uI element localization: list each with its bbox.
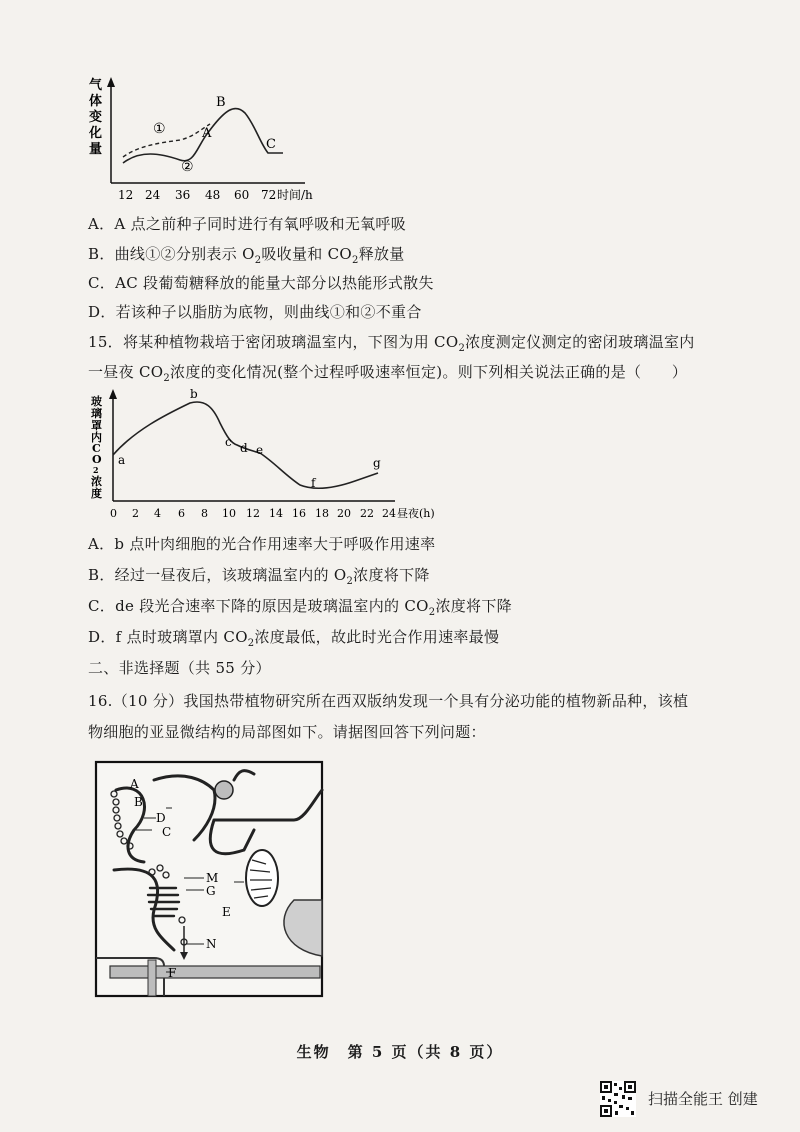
label-F: F: [168, 966, 177, 980]
point-g-label: g: [373, 456, 381, 470]
q15-option-b: B．经过一昼夜后，该玻璃温室内的 $O_2$浓度将下降: [88, 566, 430, 587]
y-label-char: 玻: [91, 395, 102, 408]
x-tick: 14: [269, 507, 283, 520]
x-tick: 22: [360, 507, 374, 520]
point-c-label: c: [225, 435, 232, 449]
label-E: E: [222, 905, 231, 919]
scanner-watermark: 扫描全能王 创建: [648, 1090, 758, 1108]
x-tick: 10: [222, 507, 236, 520]
point-B-label: B: [216, 95, 226, 110]
x-tick: 6: [178, 507, 185, 520]
label-G: G: [206, 884, 216, 898]
x-tick: 60: [234, 188, 250, 202]
y-label-char: 变: [89, 110, 103, 125]
label-N: N: [206, 937, 217, 951]
x-tick: 20: [337, 507, 351, 520]
q14-option-b: B．曲线①②分别表示 $O_2$吸收量和 $CO_2$释放量: [88, 245, 405, 266]
y-label-char: 2: [93, 465, 99, 475]
x-tick: 12: [246, 507, 260, 520]
y-axis-arrow: [109, 389, 117, 399]
y-label-char: 体: [89, 94, 103, 109]
x-axis-label: 昼夜(h): [397, 507, 435, 520]
vesicle: [215, 781, 233, 799]
x-tick: 4: [154, 507, 161, 520]
curve-1-label: ①: [153, 121, 166, 137]
q16-stem-line1: 16.（10 分）我国热带植物研究所在西双版纳发现一个具有分泌功能的植物新品种，该植: [88, 692, 689, 710]
y-label-char: 气: [89, 78, 103, 93]
q14-option-a: A．A 点之前种子同时进行有氧呼吸和无氧呼吸: [88, 215, 407, 233]
label-C: C: [162, 825, 172, 839]
x-tick: 72: [261, 188, 277, 202]
point-f-label: f: [311, 476, 316, 490]
cell-wall-F: [110, 966, 320, 978]
x-tick: 12: [118, 188, 134, 202]
x-tick: 2: [132, 507, 139, 520]
page-footer: 生物 第 5 页（共 8 页）: [296, 1043, 504, 1061]
x-tick: 48: [205, 188, 221, 202]
y-label-char: 内: [91, 431, 102, 444]
point-d-label: d: [240, 441, 248, 455]
point-b-label: b: [190, 387, 198, 401]
q15-stem-line2: 一昼夜 $CO_2$浓度的变化情况(整个过程呼吸速率恒定)。则下列相关说法正确的是（ ）: [88, 363, 688, 384]
point-C-label: C: [266, 137, 276, 152]
x-tick: 8: [201, 507, 208, 520]
label-B: B: [134, 795, 143, 809]
curve-1: [123, 124, 210, 157]
section-heading: 二、非选择题（共 55 分）: [88, 659, 271, 677]
y-axis-label: [88, 77, 103, 157]
curve-2-label: ②: [181, 159, 194, 175]
label-A: A: [130, 777, 139, 791]
x-tick: 16: [292, 507, 306, 520]
y-label-char: 度: [91, 487, 102, 500]
mitochondrion: [246, 850, 278, 906]
y-label-char: 浓: [91, 475, 102, 488]
q15-stem-line1: 15．将某种植物栽培于密闭玻璃温室内，下图为用 $CO_2$浓度测定仪测定的密闭玻璃温室内: [88, 333, 695, 354]
q14-option-c: C．AC 段葡萄糖释放的能量大部分以热能形式散失: [88, 274, 434, 292]
plasmodesma: [148, 960, 156, 996]
q15-option-d: D．f 点时玻璃罩内 $CO_2$浓度最低，故此时光合作用速率最慢: [88, 628, 500, 649]
y-axis-arrow: [107, 77, 115, 87]
y-label-char: 罩: [91, 419, 102, 432]
qr-code-icon: [600, 1081, 636, 1117]
x-tick: 36: [175, 188, 191, 202]
y-label-char: C: [92, 442, 101, 455]
point-a-label: a: [118, 453, 126, 467]
point-A-label: A: [202, 126, 212, 141]
x-tick: 24: [145, 188, 161, 202]
x-tick: 0: [110, 507, 117, 520]
y-axis-label: [91, 394, 103, 500]
x-tick: 18: [315, 507, 329, 520]
y-label-char: 量: [89, 142, 103, 157]
cell-ultrastructure-diagram: [94, 760, 326, 1000]
point-e-label: e: [256, 443, 264, 457]
x-tick-labels: [110, 506, 435, 520]
y-label-char: 化: [89, 126, 103, 141]
label-D: D: [156, 811, 166, 825]
x-tick: 24: [382, 507, 396, 520]
x-tick-labels: [118, 187, 313, 202]
y-label-char: 璃: [91, 407, 102, 420]
label-M: M: [206, 871, 219, 885]
gas-change-chart: [85, 75, 325, 210]
q16-stem-line2: 物细胞的亚显微结构的局部图如下。请据图回答下列问题：: [88, 723, 486, 741]
q14-option-d: D．若该种子以脂肪为底物，则曲线①和②不重合: [88, 303, 422, 321]
y-label-char: O: [92, 453, 102, 466]
q15-option-c: C．de 段光合速率下降的原因是玻璃温室内的 $CO_2$浓度将下降: [88, 597, 512, 618]
q15-option-a: A．b 点叶肉细胞的光合作用速率大于呼吸作用速率: [88, 535, 436, 553]
co2-concentration-chart: [85, 385, 455, 525]
x-axis-label: 时间/h: [277, 188, 313, 202]
